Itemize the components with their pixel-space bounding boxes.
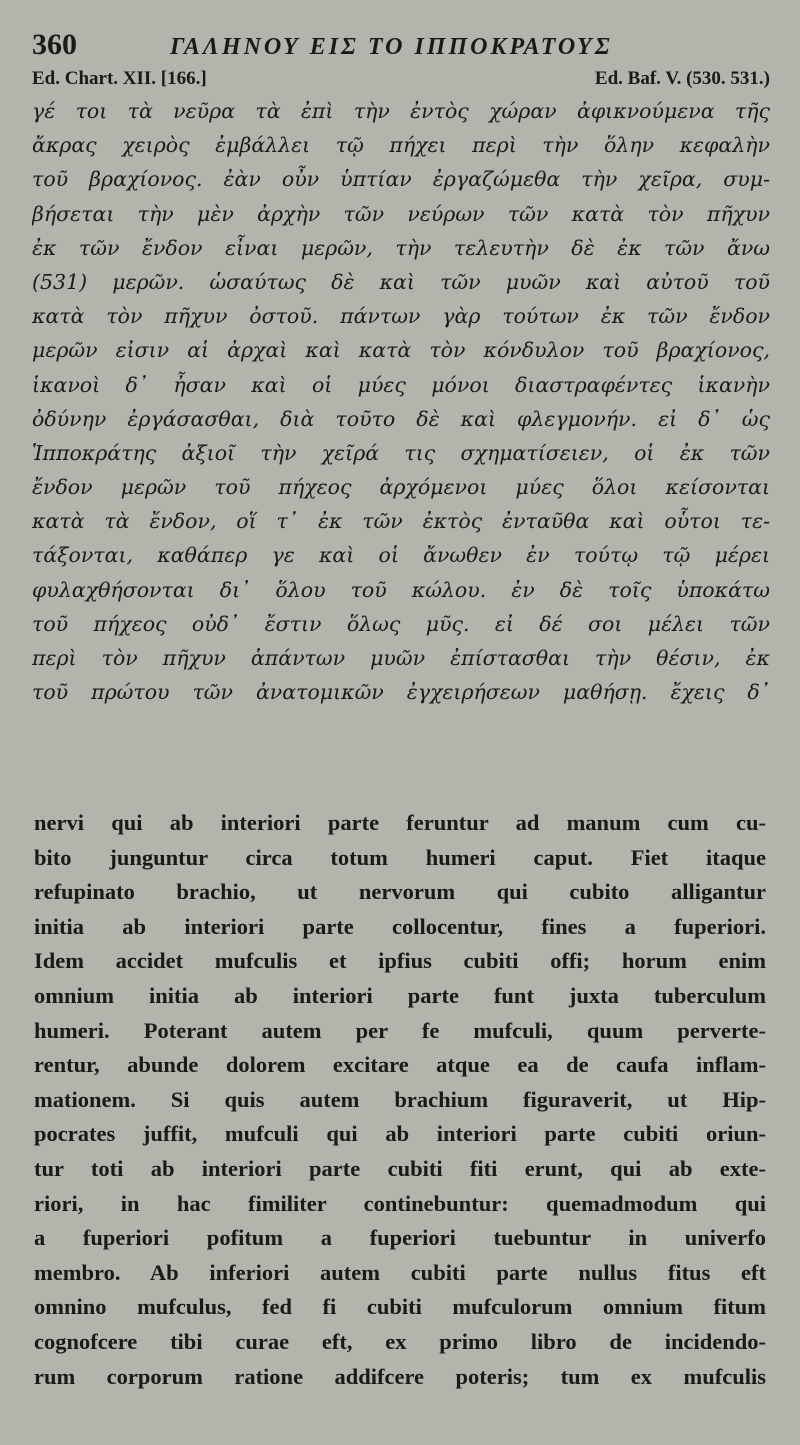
running-title: ΓΑΛΗΝΟΥ ΕΙΣ ΤΟ ΙΠΠΟΚΡΑΤΟΥΣ (170, 34, 613, 60)
greek-text-line: ἄκρας χειρὸς ἐμβάλλει τῷ πήχει περὶ τὴν ὅλην κεφαλὴν (32, 133, 770, 158)
edition-reference-line (32, 68, 770, 94)
greek-text-block (32, 94, 770, 709)
greek-text-line: Ἱπποκράτης ἀξιοῖ τὴν χεῖρά τις σχηματίσειεν, οἱ ἐκ τῶν (32, 440, 770, 465)
greek-text-line: τοῦ πρώτου τῶν ἀνατομικῶν ἐγχειρήσεων μαθήσῃ. ἔχεις δ᾽ (32, 680, 770, 705)
latin-text-line: tur toti ab interiori parte cubiti fiti erunt, qui ab exte- (34, 1155, 766, 1181)
latin-text-line: riori, in hac fimiliter continebuntur: quemadmodum qui (34, 1190, 766, 1216)
page-number: 360 (32, 28, 77, 61)
latin-text-line: bito junguntur circa totum humeri caput. Fiet itaque (34, 844, 766, 870)
greek-text-line: ὀδύνην ἐργάσασθαι, διὰ τοῦτο δὲ καὶ φλεγμονήν. εἰ δ᾽ ὡς (32, 406, 770, 431)
latin-text-line: humeri. Poterant autem per fe mufculi, quum perverte- (34, 1017, 766, 1043)
latin-text-line: pocrates juffit, mufculi qui ab interiori parte cubiti oriun- (34, 1121, 766, 1147)
greek-text-line: βήσεται τὴν μὲν ἀρχὴν τῶν νεύρων τῶν κατὰ τὸν πῆχυν (32, 201, 770, 226)
latin-text-line: rentur, abunde dolorem excitare atque ea de caufa inflam- (34, 1052, 766, 1078)
page-header (32, 28, 772, 68)
greek-text-line: γέ τοι τὰ νεῦρα τὰ ἐπὶ τὴν ἐντὸς χώραν ἀφικνούμενα τῆς (32, 99, 770, 123)
greek-text-line: μερῶν εἰσιν αἱ ἀρχαὶ καὶ κατὰ τὸν κόνδυλον τοῦ βραχίονος, (32, 338, 770, 363)
greek-text-line: τάξονται, καθάπερ γε καὶ οἱ ἄνωθεν ἐν τούτῳ τῷ μέρει (32, 543, 770, 568)
latin-text-line: omnino mufculus, fed fi cubiti mufculorum omnium fitum (34, 1294, 766, 1320)
edition-reference-chartier: Ed. Chart. XII. [166.] (32, 68, 207, 89)
greek-text-line: τοῦ πήχεος οὐδ᾽ ἔστιν ὅλως μῦς. εἰ δέ σοι μέλει τῶν (32, 611, 770, 636)
latin-text-line: Idem accidet mufculis et ipfius cubiti offi; horum enim (34, 948, 766, 974)
latin-text-line: refupinato brachio, ut nervorum qui cubito alligantur (34, 879, 766, 905)
greek-text-line: (531) μερῶν. ὡσαύτως δὲ καὶ τῶν μυῶν καὶ αὐτοῦ τοῦ (32, 269, 770, 294)
latin-text-line: mationem. Si quis autem brachium figuraverit, ut Hip- (34, 1086, 766, 1112)
greek-text-line: ἱκανοὶ δ᾽ ἦσαν καὶ οἱ μύες μόνοι διαστραφέντες ἱκανὴν (32, 372, 770, 397)
latin-text-line: initia ab interiori parte collocentur, fines a fuperiori. (34, 913, 766, 939)
greek-text-line: φυλαχθήσονται δι᾽ ὅλου τοῦ κώλου. ἐν δὲ τοῖς ὑποκάτω (32, 577, 770, 602)
latin-text-line: nervi qui ab interiori parte feruntur ad manum cum cu- (34, 810, 766, 835)
latin-text-block (34, 806, 766, 1394)
greek-text-line: ἐκ τῶν ἔνδον εἶναι μερῶν, τὴν τελευτὴν δὲ ἐκ τῶν ἄνω (32, 235, 770, 260)
latin-text-line: a fuperiori pofitum a fuperiori tuebuntur in univerfo (34, 1225, 766, 1251)
latin-text-line: rum corporum ratione addifcere poteris; tum ex mufculis (34, 1363, 766, 1389)
greek-text-line: τοῦ βραχίονος. ἐὰν οὖν ὑπτίαν ἐργαζώμεθα τὴν χεῖρα, συμ- (32, 167, 770, 192)
greek-text-line: κατὰ τὰ ἔνδον, οἵ τ᾽ ἐκ τῶν ἐκτὸς ἐνταῦθα καὶ οὗτοι τε- (32, 509, 770, 534)
latin-text-line: cognofcere tibi curae eft, ex primo libro de incidendo- (34, 1328, 766, 1354)
greek-text-line: ἔνδον μερῶν τοῦ πήχεος ἀρχόμενοι μύες ὅλοι κείσονται (32, 475, 770, 500)
edition-reference-basel: Ed. Baf. V. (530. 531.) (594, 68, 770, 89)
latin-text-line: omnium initia ab interiori parte funt juxta tuberculum (34, 982, 766, 1008)
greek-text-line: περὶ τὸν πῆχυν ἁπάντων μυῶν ἐπίστασθαι τὴν θέσιν, ἐκ (32, 646, 770, 670)
latin-text-line: membro. Ab inferiori autem cubiti parte nullus fitus eft (34, 1259, 766, 1285)
greek-text-line: κατὰ τὸν πῆχυν ὀστοῦ. πάντων γὰρ τούτων ἐκ τῶν ἔνδον (32, 304, 770, 329)
